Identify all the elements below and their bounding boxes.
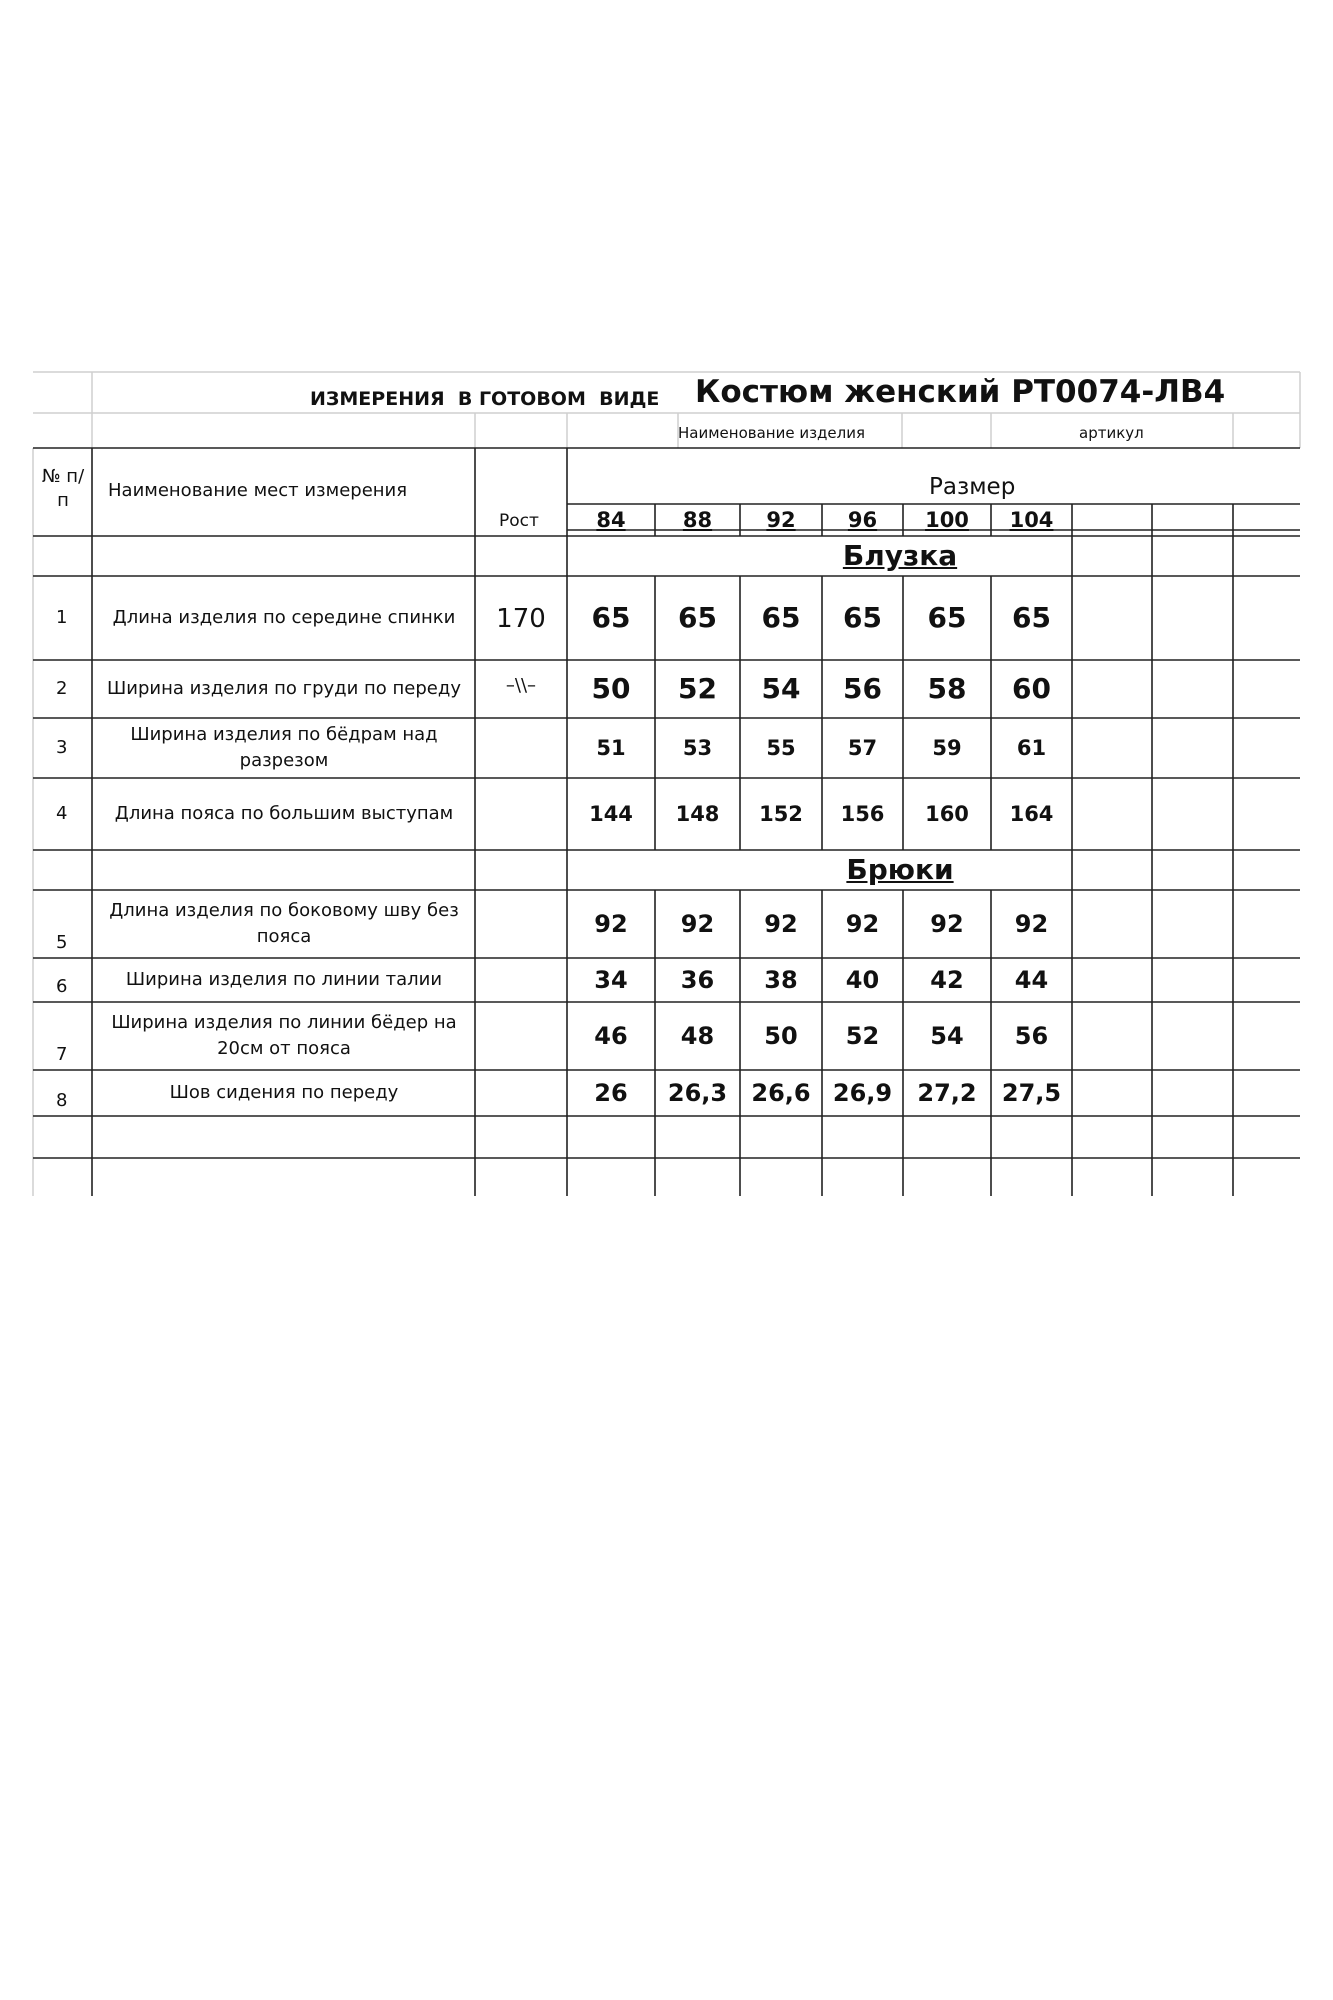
measurement-value: 61: [1016, 735, 1047, 760]
measurement-value: 27,2: [917, 1079, 977, 1107]
column-header-height: Рост: [499, 511, 539, 531]
measurement-value: 46: [594, 1022, 628, 1050]
measurement-value: 148: [675, 801, 720, 826]
measurements-caption: ИЗМЕРЕНИЯ В ГОТОВОМ ВИДЕ: [310, 388, 660, 410]
measurement-value: 42: [930, 966, 964, 994]
measurement-value: 38: [764, 966, 798, 994]
row-number: 4: [56, 803, 68, 824]
row-number: 6: [56, 976, 68, 997]
measurement-name: Ширина изделия по груди по переду: [107, 678, 461, 699]
measurement-value: 92: [1014, 910, 1049, 938]
measurement-value: 53: [682, 735, 713, 760]
measurement-value: 156: [840, 801, 885, 826]
row-number: 7: [56, 1044, 68, 1065]
measurement-name: Длина пояса по большим выступам: [114, 803, 454, 824]
measurement-name: Шов сидения по переду: [169, 1082, 399, 1103]
measurement-value: 59: [932, 735, 962, 760]
section-title: Брюки: [846, 853, 954, 886]
size-header-92: 92: [766, 508, 796, 532]
product-name-label: Наименование изделия: [678, 424, 866, 442]
measurement-value: 65: [761, 601, 801, 634]
measurement-value: 54: [761, 672, 801, 705]
column-header-index: № п/п: [41, 466, 85, 512]
size-header-104: 104: [1009, 508, 1054, 532]
measurement-value: 92: [764, 910, 798, 938]
measurement-value: 34: [594, 966, 628, 994]
row-number: 5: [56, 932, 68, 953]
height-value: 170: [496, 604, 546, 634]
measurement-name: Длина изделия по середине спинки: [112, 607, 456, 628]
measurement-value: 51: [596, 735, 626, 760]
size-header-84: 84: [596, 508, 626, 532]
measurement-value: 26: [594, 1079, 628, 1107]
size-header-96: 96: [847, 508, 878, 532]
measurement-value: 50: [591, 672, 631, 705]
measurement-value: 52: [678, 672, 717, 705]
measurement-value: 44: [1014, 966, 1049, 994]
row-number: 3: [56, 737, 68, 758]
measurement-value: 55: [766, 735, 796, 760]
column-header-size: Размер: [929, 474, 1016, 500]
measurement-value: 60: [1012, 672, 1051, 705]
size-header-100: 100: [925, 508, 969, 532]
measurement-value: 54: [930, 1022, 964, 1050]
row-number: 2: [56, 678, 68, 699]
measurement-value: 26,9: [832, 1079, 893, 1107]
row-number: 8: [56, 1090, 68, 1111]
measurement-name: Длина изделия по боковому шву без пояса: [109, 900, 459, 948]
measurement-value: 65: [1012, 601, 1051, 634]
column-header-name: Наименование мест измерения: [108, 480, 408, 501]
measurement-value: 65: [591, 601, 631, 634]
measurement-value: 65: [927, 601, 967, 634]
measurement-value: 164: [1009, 801, 1054, 826]
row-number: 1: [56, 607, 68, 628]
measurement-value: 92: [680, 910, 715, 938]
size-header-88: 88: [682, 508, 713, 532]
measurement-value: 52: [845, 1022, 880, 1050]
measurement-name: Ширина изделия по линии бёдер на 20см от пояса: [111, 1012, 457, 1060]
section-title: Блузка: [842, 539, 958, 572]
measurement-name: Ширина изделия по бёдрам над разрезом: [130, 724, 438, 772]
measurement-value: 92: [930, 910, 964, 938]
product-title: Костюм женский РТ0074-ЛВ4: [695, 374, 1226, 410]
measurement-value: 92: [594, 910, 628, 938]
measurement-value: 58: [927, 672, 967, 705]
measurement-value: 40: [845, 966, 880, 994]
measurement-value: 92: [845, 910, 880, 938]
measurement-value: 144: [589, 801, 633, 826]
article-label: артикул: [1079, 424, 1144, 442]
measurement-value: 36: [680, 966, 715, 994]
measurement-name: Ширина изделия по линии талии: [125, 969, 443, 990]
measurement-value: 56: [1014, 1022, 1049, 1050]
measurement-value: 48: [680, 1022, 715, 1050]
measurement-value: 160: [925, 801, 969, 826]
measurement-value: 56: [843, 672, 882, 705]
measurement-value: 152: [759, 801, 803, 826]
measurement-value: 57: [847, 735, 878, 760]
measurement-value: 26,3: [667, 1079, 728, 1107]
measurement-value: 65: [678, 601, 717, 634]
measurement-value: 50: [764, 1022, 798, 1050]
measurement-value: 26,6: [751, 1079, 811, 1107]
measurement-value: 27,5: [1001, 1079, 1062, 1107]
height-value: –\\–: [505, 675, 537, 696]
measurement-value: 65: [843, 601, 882, 634]
